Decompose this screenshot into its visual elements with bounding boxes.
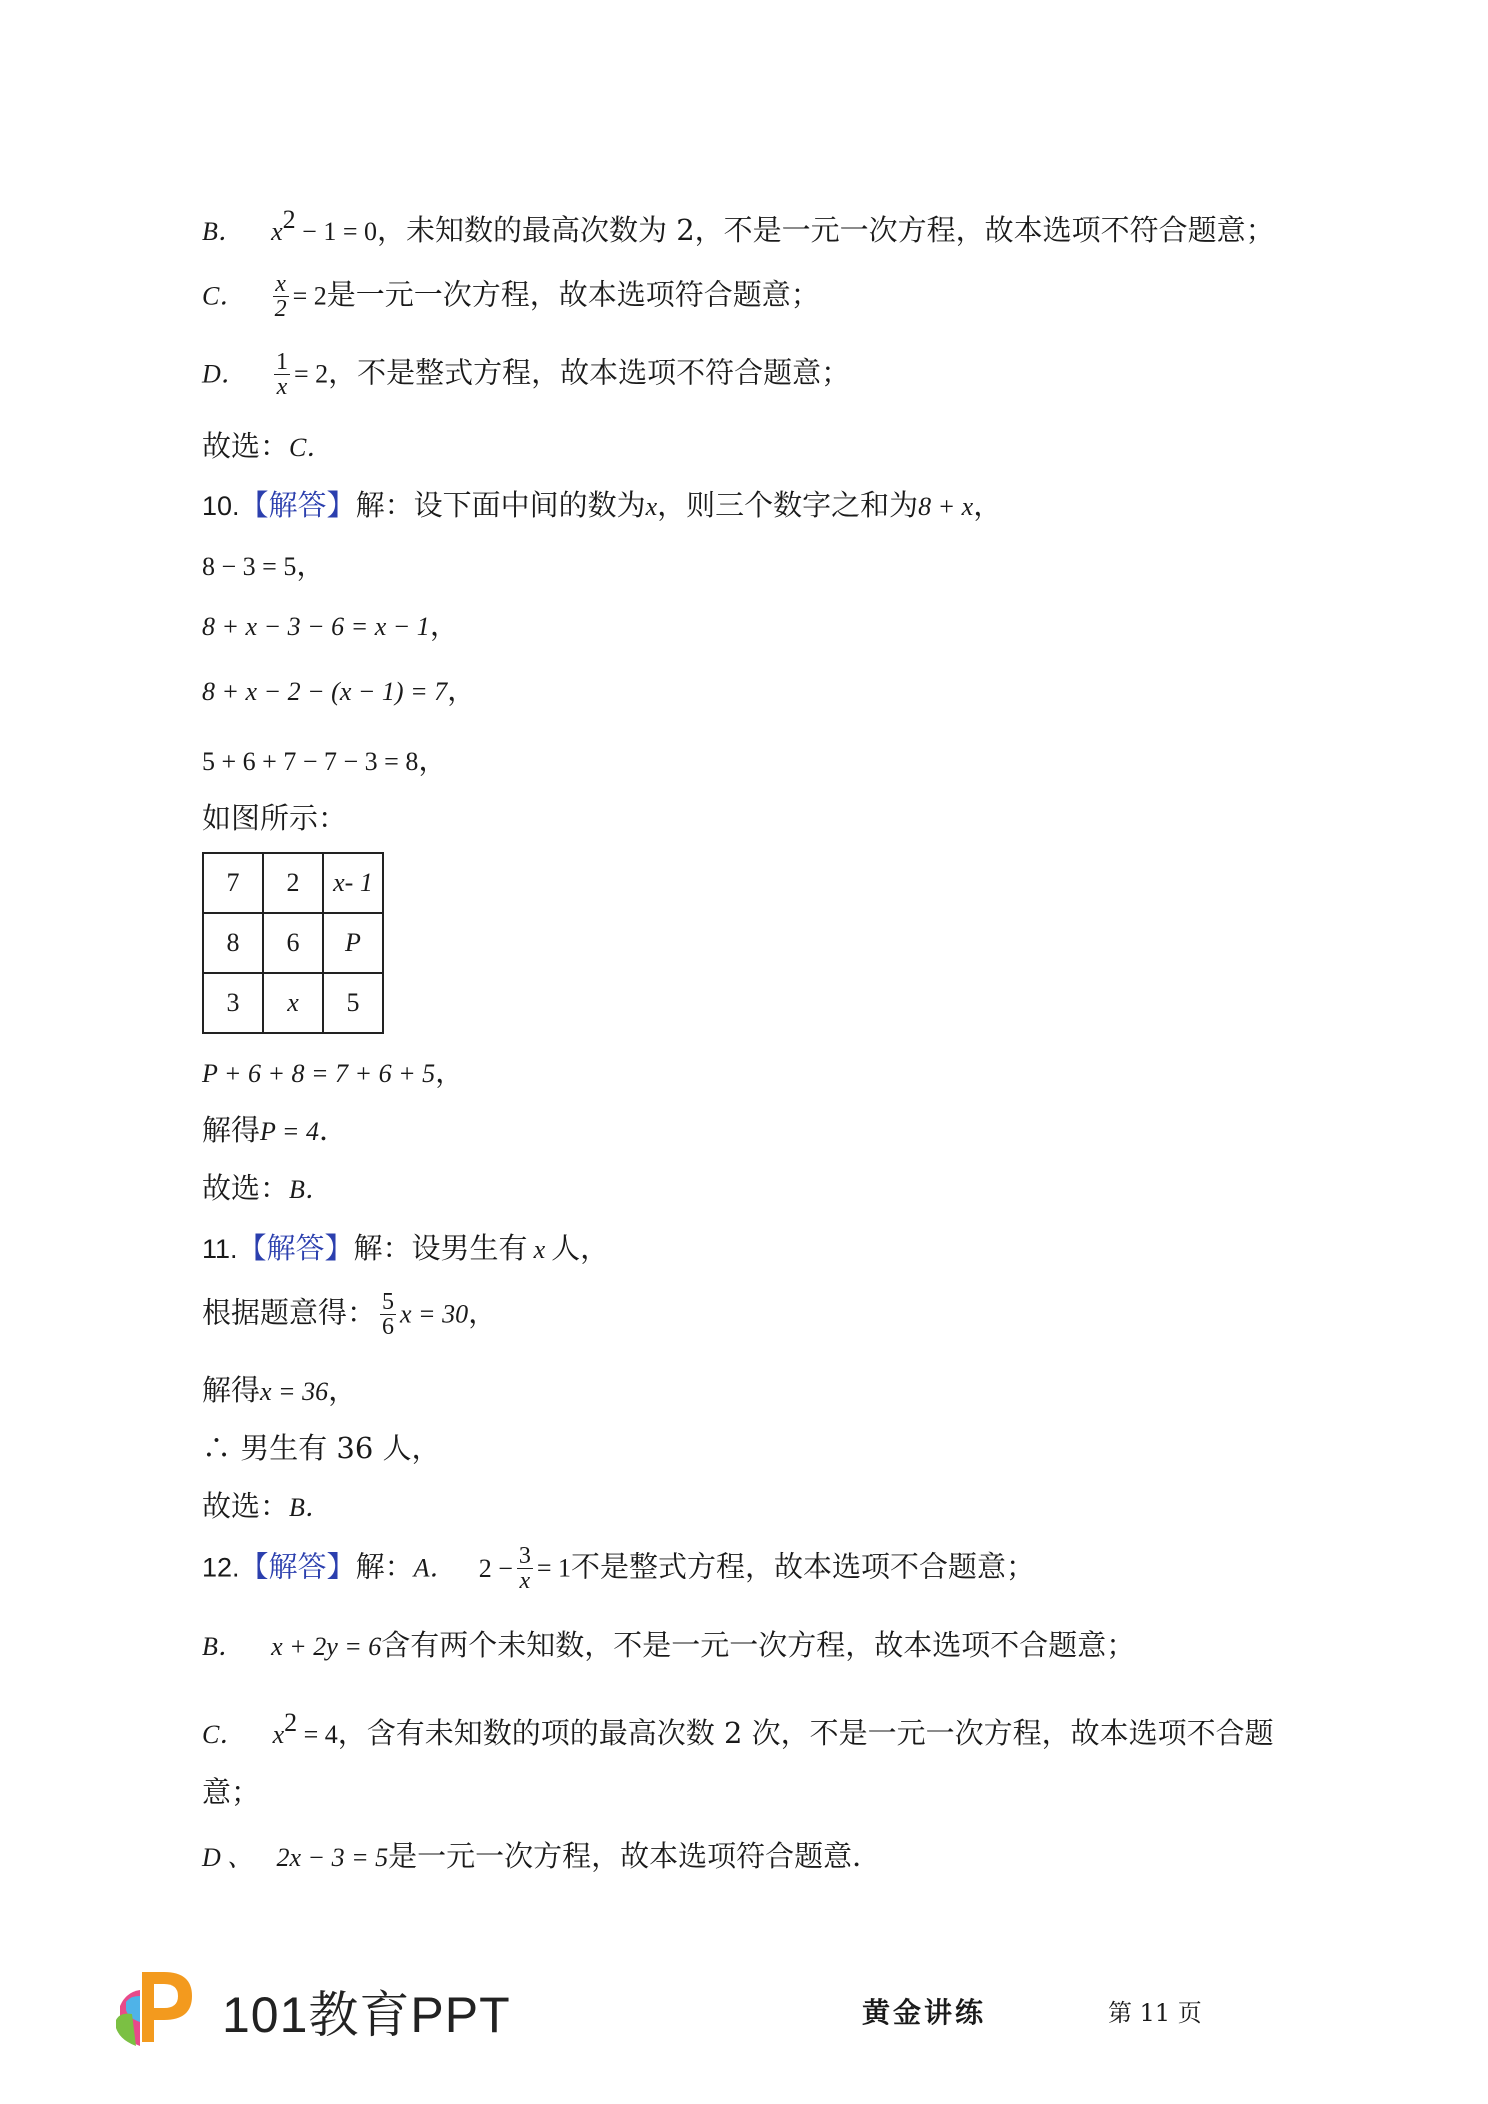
- option-c-line: C． $x^2 = 4$，含有未知数的项的最高次数 2 次，不是一元一次方程，故本选项不合题: [202, 1708, 1274, 1750]
- equation-line: 8 + x − 2 − (x − 1) = 7，: [202, 673, 477, 707]
- fraction: $\frac{5}{6}$: [382, 1289, 395, 1340]
- number-grid: [202, 852, 384, 1034]
- grid-cell: 7: [203, 853, 263, 913]
- option-c-line: C． $\frac{x}{2}$ = 2是一元一次方程，故本选项符合题意；: [202, 271, 820, 322]
- option-b-line: B． $x^2 - 1 = 0$，未知数的最高次数为 2，不是一元一次方程，故本选项不符合题意；: [202, 205, 1275, 247]
- conclusion-line: ∴ 男生有 36 人，: [202, 1431, 441, 1465]
- question-10-header: 10.【解答】解：设下面中间的数为x，则三个数字之和为8 + x，: [202, 488, 1003, 522]
- answer-line: 故选：B．: [202, 1489, 331, 1523]
- page-number: 第 11 页: [1108, 1999, 1202, 2027]
- option-b-line: B． x + 2y = 6含有两个未知数，不是一元一次方程，故本选项不合题意；: [202, 1628, 1136, 1662]
- equation-line: P + 6 + 8 = 7 + 6 + 5，: [202, 1055, 465, 1089]
- option-d-line: D 、 2x − 3 = 5是一元一次方程，故本选项符合题意．: [202, 1839, 882, 1873]
- option-label: B．: [202, 217, 244, 246]
- equation-line: 5 + 6 + 7 − 7 − 3 = 8，: [202, 743, 448, 777]
- grid-cell: 6: [263, 913, 323, 973]
- question-11-header: 11.【解答】解：设男生有 x 人，: [202, 1231, 610, 1265]
- equation-line: 根据题意得： $\frac{5}{6}$ x = 30，: [202, 1289, 498, 1340]
- answer-line: 故选：B．: [202, 1171, 331, 1205]
- continuation-line: 意；: [202, 1775, 261, 1809]
- grid-cell: P: [323, 913, 383, 973]
- grid-cell: 2: [263, 853, 323, 913]
- solution-tag: 【解答】: [239, 1549, 356, 1584]
- grid-cell: x- 1: [323, 853, 383, 913]
- grid-cell: 8: [203, 913, 263, 973]
- fraction: $\frac{x}{2}$: [274, 271, 287, 322]
- question-12-header: 12.【解答】解：A． 2 − $\frac{3}{x}$ = 1不是整式方程，故本选项不合题意；: [202, 1543, 1036, 1594]
- footer-slogan: 黄金讲练: [862, 1996, 987, 2029]
- solution-tag: 【解答】: [239, 488, 356, 522]
- option-d-line: D． $\frac{1}{x}$ = 2，不是整式方程，故本选项不符合题意；: [202, 349, 851, 400]
- brand-name: 101教育PPT: [222, 1987, 511, 2043]
- answer-line: 故选：C．: [202, 429, 333, 463]
- fraction: $\frac{3}{x}$: [518, 1543, 531, 1594]
- fraction: $\frac{1}{x}$: [276, 349, 288, 400]
- figure-caption: 如图所示：: [202, 801, 348, 835]
- grid-cell: x: [263, 973, 323, 1033]
- grid-cell: 5: [323, 973, 383, 1033]
- solve-line: 解得x = 36，: [202, 1373, 358, 1407]
- solution-tag: 【解答】: [237, 1231, 354, 1265]
- solve-line: 解得P = 4．: [202, 1113, 348, 1147]
- grid-cell: 3: [203, 973, 263, 1033]
- equation-line: 8 + x − 3 − 6 = x − 1，: [202, 608, 459, 642]
- equation-line: 8 − 3 = 5，: [202, 548, 326, 582]
